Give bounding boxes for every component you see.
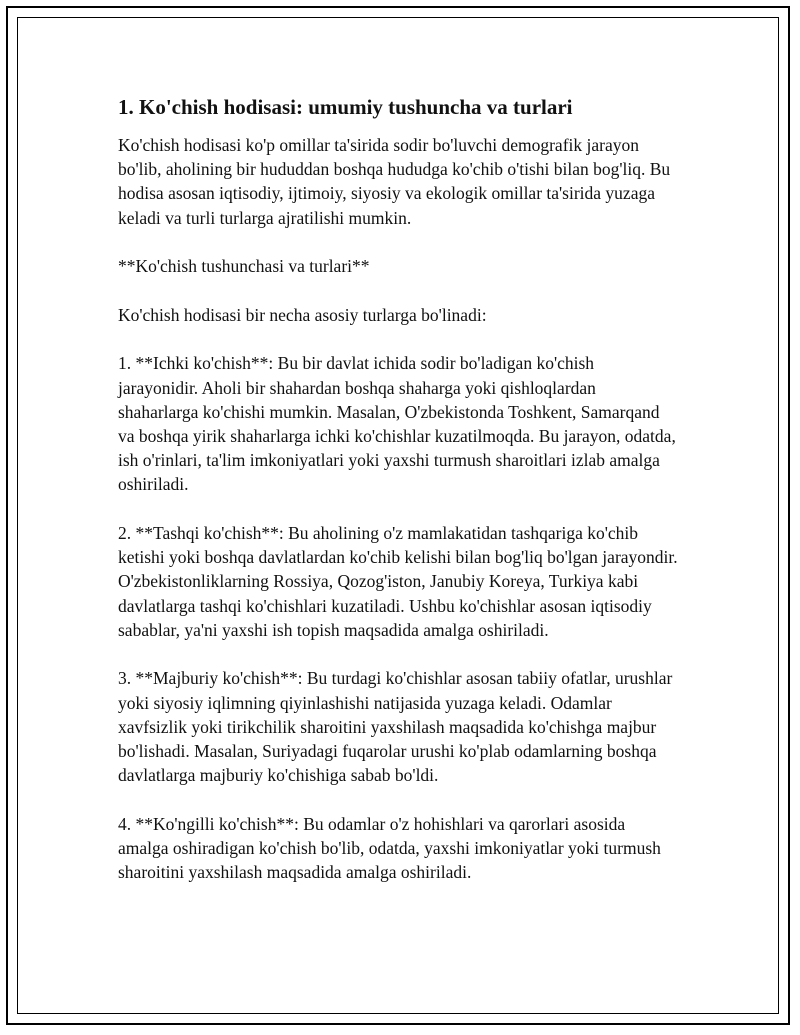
paragraph-item-3: 3. **Majburiy ko'chish**: Bu turdagi ko'chishlar asosan tabiiy ofatlar, urushlar yoki siyosiy iqlimning qiyinlashishi natijasida yuzaga keladi. Odamlar xavfsizlik yoki tirikchilik sharoitini yaxshilash maqsadida ko'chishga majbur bo'lishadi. Masalan, Suriyadagi fuqarolar urushi ko'plab odamlarning boshqa davlatlarga majburiy ko'chishiga sabab bo'ldi. xyxy=(118,668,673,786)
paragraph-item-2: 2. **Tashqi ko'chish**: Bu aholining o'z mamlakatidan tashqariga ko'chib ketishi yoki boshqa davlatlardan ko'chib kelishi bilan bog'liq bo'lgan jarayondir. O'zbekistonliklarning Rossiya, Qozog'iston, Janubiy Koreya, Turkiya kabi davlatlarga tashqi ko'chishlari kuzatiladi. Ushbu ko'chishlar asosan iqtisodiy sabablar, ya'ni yaxshi ish topish maqsadida amalga oshiriladi. xyxy=(118,523,678,640)
document-content xyxy=(118,94,678,909)
document-title: 1. Ko'chish hodisasi: umumiy tushuncha va turlari xyxy=(118,95,573,119)
paragraph-lead: Ko'chish hodisasi bir necha asosiy turlarga bo'linadi: xyxy=(118,304,487,325)
paragraph-intro: Ko'chish hodisasi ko'p omillar ta'sirida sodir bo'luvchi demografik jarayon bo'lib, aholining bir hududdan boshqa hududga ko'chib o'tishi bilan bog'liq. Bu hodisa asosan iqtisodiy, ijtimoiy, siyosiy va ekologik omillar ta'sirida yuzaga keladi va turli turlarga ajratilishi mumkin. xyxy=(118,135,671,228)
document-page xyxy=(6,6,790,1025)
paragraph-subheading: **Ko'chish tushunchasi va turlari** xyxy=(118,256,370,277)
paragraph-item-4: 4. **Ko'ngilli ko'chish**: Bu odamlar o'z hohishlari va qarorlari asosida amalga oshiradigan ko'chish bo'lib, odatda, yaxshi imkoniyatlar yoki turmush sharoitini yaxshilash maqsadida amalga oshiriladi. xyxy=(118,813,661,883)
paragraph-item-1: 1. **Ichki ko'chish**: Bu bir davlat ichida sodir bo'ladigan ko'chish jarayonidir. Aholi bir shahardan boshqa shaharga yoki qishloqlardan shaharlarga ko'chishi mumkin. Masalan, O'zbekistonda Toshkent, Samarqand va boshqa yirik shaharlarga ichki ko'chishlar kuzatilmoqda. Bu jarayon, odatda, ish o'rinlari, ta'lim imkoniyatlari yoki yaxshi turmush sharoitlari izlab amalga oshiriladi. xyxy=(118,353,676,495)
